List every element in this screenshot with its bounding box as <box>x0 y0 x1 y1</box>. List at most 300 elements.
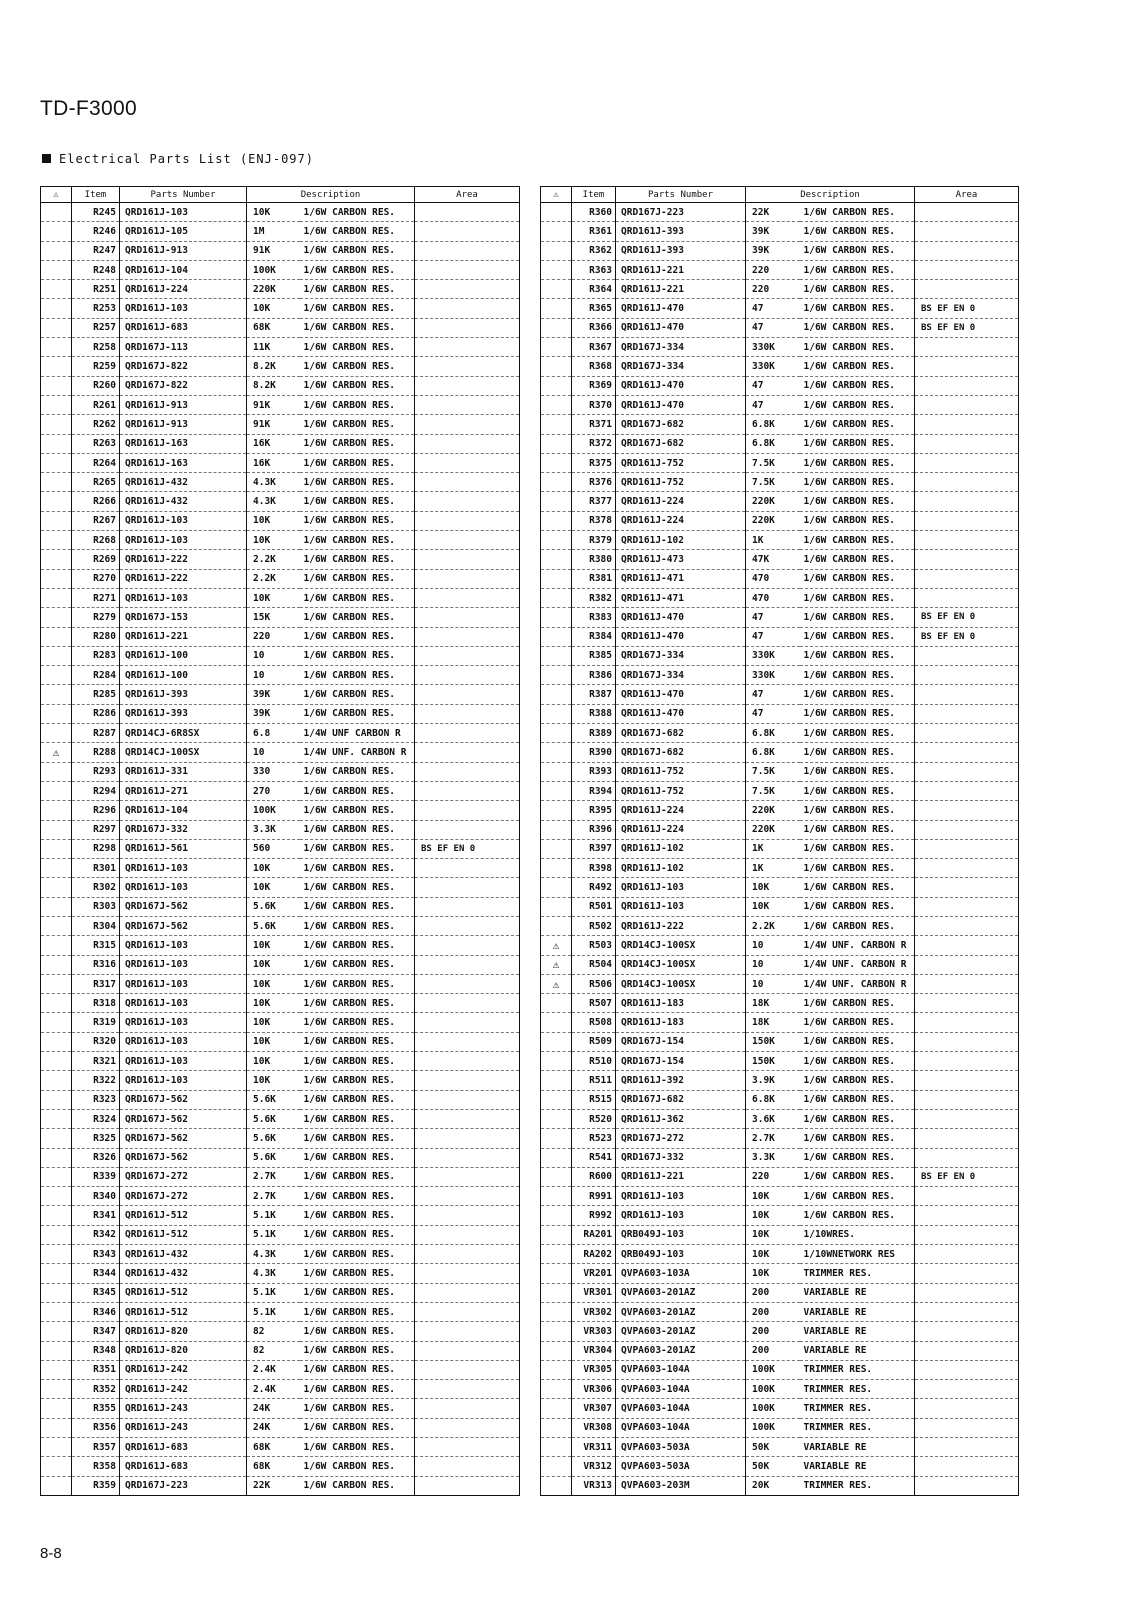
description-cell: 1/6W CARBON RES. <box>300 839 415 858</box>
value-cell: 220 <box>746 280 800 299</box>
description-cell: 1/6W CARBON RES. <box>300 1187 415 1206</box>
item-cell: R390 <box>572 743 616 762</box>
description-cell: 1/6W CARBON RES. <box>800 1167 915 1186</box>
part-number-cell: QRD161J-103 <box>616 897 746 916</box>
item-cell: VR313 <box>572 1476 616 1495</box>
area-cell <box>415 1013 520 1032</box>
value-cell: 5.6K <box>247 1148 300 1167</box>
area-cell <box>415 280 520 299</box>
caution-mark <box>41 1206 72 1225</box>
part-number-cell: QVPA603-503A <box>616 1457 746 1476</box>
table-row <box>41 1109 520 1128</box>
table-row <box>541 743 1019 762</box>
area-cell <box>415 627 520 646</box>
description-cell: 1/6W CARBON RES. <box>300 1418 415 1437</box>
description-cell: 1/6W CARBON RES. <box>800 801 915 820</box>
caution-mark <box>41 839 72 858</box>
table-row <box>41 666 520 685</box>
description-cell: 1/6W CARBON RES. <box>300 241 415 260</box>
caution-mark <box>541 1418 572 1437</box>
part-number-cell: QRD161J-163 <box>120 434 247 453</box>
value-cell: 50K <box>746 1457 800 1476</box>
area-cell <box>915 936 1019 955</box>
item-cell: RA202 <box>572 1245 616 1264</box>
caution-mark <box>541 724 572 743</box>
bullet-square-icon <box>42 154 51 163</box>
part-number-cell: QRD161J-820 <box>120 1322 247 1341</box>
item-cell: R510 <box>572 1052 616 1071</box>
item-cell: R992 <box>572 1206 616 1225</box>
table-row <box>41 1129 520 1148</box>
caution-mark <box>41 666 72 685</box>
caution-mark <box>541 473 572 492</box>
item-cell: R271 <box>72 588 120 607</box>
caution-mark <box>41 762 72 781</box>
part-number-cell: QRD161J-221 <box>120 627 247 646</box>
item-cell: R371 <box>572 415 616 434</box>
part-number-cell: QRD167J-562 <box>120 1148 247 1167</box>
value-cell: 330 <box>247 762 300 781</box>
area-cell <box>915 666 1019 685</box>
table-row <box>541 492 1019 511</box>
caution-mark <box>41 492 72 511</box>
item-cell: R376 <box>572 473 616 492</box>
part-number-cell: QRD161J-752 <box>616 781 746 800</box>
area-cell <box>415 916 520 935</box>
value-cell: 39K <box>247 704 300 723</box>
item-cell: R502 <box>572 916 616 935</box>
description-cell: 1/6W CARBON RES. <box>800 434 915 453</box>
part-number-cell: QRD161J-102 <box>616 839 746 858</box>
area-cell <box>415 685 520 704</box>
part-number-cell: QRD167J-562 <box>120 1129 247 1148</box>
table-row <box>41 376 520 395</box>
description-cell: 1/6W CARBON RES. <box>300 1032 415 1051</box>
value-cell: 1M <box>247 222 300 241</box>
caution-mark <box>41 1032 72 1051</box>
table-row <box>541 1457 1019 1476</box>
description-cell: 1/6W CARBON RES. <box>300 608 415 627</box>
value-cell: 16K <box>247 453 300 472</box>
item-cell: R386 <box>572 666 616 685</box>
area-cell <box>915 1264 1019 1283</box>
value-cell: 220K <box>746 801 800 820</box>
table-row <box>41 1187 520 1206</box>
area-cell <box>415 395 520 414</box>
value-cell: 220K <box>247 280 300 299</box>
caution-mark <box>541 916 572 935</box>
description-cell: 1/6W CARBON RES. <box>300 762 415 781</box>
table-row <box>541 550 1019 569</box>
table-row <box>541 646 1019 665</box>
item-cell: R304 <box>72 916 120 935</box>
value-cell: 1K <box>746 839 800 858</box>
caution-mark <box>41 376 72 395</box>
part-number-cell: QRD167J-332 <box>616 1148 746 1167</box>
part-number-cell: QVPA603-104A <box>616 1399 746 1418</box>
value-cell: 5.6K <box>247 1109 300 1128</box>
table-row <box>41 1013 520 1032</box>
description-cell: 1/6W CARBON RES. <box>800 473 915 492</box>
table-row <box>41 550 520 569</box>
item-cell: R284 <box>72 666 120 685</box>
area-cell: BS EF EN 0 <box>915 318 1019 337</box>
item-cell: R362 <box>572 241 616 260</box>
area-cell <box>915 1206 1019 1225</box>
item-header: Item <box>572 187 616 203</box>
part-number-cell: QRD161J-103 <box>120 955 247 974</box>
value-cell: 18K <box>746 994 800 1013</box>
value-cell: 10K <box>247 974 300 993</box>
description-cell: 1/6W CARBON RES. <box>300 781 415 800</box>
table-row <box>541 666 1019 685</box>
value-cell: 10K <box>247 878 300 897</box>
description-cell: 1/6W CARBON RES. <box>800 492 915 511</box>
item-cell: R246 <box>72 222 120 241</box>
description-cell: 1/6W CARBON RES. <box>800 357 915 376</box>
part-number-cell: QRD161J-470 <box>616 627 746 646</box>
part-number-cell: QVPA603-201AZ <box>616 1283 746 1302</box>
description-cell: 1/6W CARBON RES. <box>300 916 415 935</box>
part-number-cell: QRD161J-102 <box>616 859 746 878</box>
item-cell: R320 <box>72 1032 120 1051</box>
caution-mark <box>541 1187 572 1206</box>
table-row <box>41 897 520 916</box>
part-number-cell: QRD161J-221 <box>616 280 746 299</box>
area-cell <box>415 1418 520 1437</box>
part-number-cell: QRD167J-334 <box>616 357 746 376</box>
table-row <box>541 1032 1019 1051</box>
part-number-cell: QRD14CJ-100SX <box>616 974 746 993</box>
description-cell: VARIABLE RE <box>800 1283 915 1302</box>
value-cell: 2.2K <box>247 550 300 569</box>
value-cell: 150K <box>746 1052 800 1071</box>
caution-mark <box>541 685 572 704</box>
item-cell: R343 <box>72 1245 120 1264</box>
item-cell: R323 <box>72 1090 120 1109</box>
area-cell <box>415 376 520 395</box>
section-heading-text: Electrical Parts List (ENJ-097) <box>59 152 314 166</box>
table-row <box>41 569 520 588</box>
value-cell: 10K <box>247 299 300 318</box>
caution-mark <box>541 415 572 434</box>
value-cell: 100K <box>746 1418 800 1437</box>
area-cell <box>915 1090 1019 1109</box>
area-cell <box>915 531 1019 550</box>
area-cell <box>915 897 1019 916</box>
item-cell: R348 <box>72 1341 120 1360</box>
table-row <box>41 1264 520 1283</box>
item-cell: R379 <box>572 531 616 550</box>
caution-mark <box>541 1225 572 1244</box>
table-row <box>541 897 1019 916</box>
caution-mark <box>41 1457 72 1476</box>
table-row <box>41 1167 520 1186</box>
caution-mark <box>541 762 572 781</box>
area-cell <box>915 511 1019 530</box>
area-cell <box>915 994 1019 1013</box>
caution-mark <box>541 666 572 685</box>
caution-mark <box>41 1167 72 1186</box>
area-cell <box>915 1476 1019 1495</box>
table-row <box>41 357 520 376</box>
value-cell: 10K <box>746 1245 800 1264</box>
item-cell: R381 <box>572 569 616 588</box>
table-row <box>541 1476 1019 1495</box>
table-row <box>41 994 520 1013</box>
area-cell <box>415 1109 520 1128</box>
table-row <box>41 203 520 222</box>
item-cell: VR305 <box>572 1360 616 1379</box>
part-number-cell: QRD161J-512 <box>120 1225 247 1244</box>
description-cell: VARIABLE RE <box>800 1322 915 1341</box>
value-cell: 50K <box>746 1438 800 1457</box>
part-number-cell: QRD161J-103 <box>120 588 247 607</box>
area-cell <box>415 299 520 318</box>
item-cell: R600 <box>572 1167 616 1186</box>
table-row <box>541 473 1019 492</box>
part-number-cell: QRD161J-224 <box>616 820 746 839</box>
description-cell: 1/6W CARBON RES. <box>800 203 915 222</box>
table-header-row <box>541 187 1019 203</box>
description-cell: 1/6W CARBON RES. <box>800 743 915 762</box>
area-cell <box>415 646 520 665</box>
table-row <box>41 1148 520 1167</box>
caution-mark <box>41 550 72 569</box>
item-cell: R248 <box>72 260 120 279</box>
caution-mark <box>41 280 72 299</box>
value-cell: 10K <box>746 897 800 916</box>
value-cell: 24K <box>247 1399 300 1418</box>
item-cell: R260 <box>72 376 120 395</box>
value-cell: 22K <box>746 203 800 222</box>
value-cell: 82 <box>247 1341 300 1360</box>
table-row <box>541 724 1019 743</box>
area-cell <box>915 395 1019 414</box>
caution-mark <box>541 897 572 916</box>
value-cell: 1K <box>746 531 800 550</box>
value-cell: 5.6K <box>247 916 300 935</box>
value-cell: 2.7K <box>746 1129 800 1148</box>
item-cell: R380 <box>572 550 616 569</box>
value-cell: 5.6K <box>247 1129 300 1148</box>
part-number-cell: QVPA603-104A <box>616 1380 746 1399</box>
description-cell: 1/6W CARBON RES. <box>300 936 415 955</box>
caution-mark <box>41 781 72 800</box>
item-cell: R352 <box>72 1380 120 1399</box>
part-number-cell: QRD161J-512 <box>120 1206 247 1225</box>
part-number-cell: QRD161J-102 <box>616 531 746 550</box>
caution-mark <box>541 357 572 376</box>
caution-mark <box>541 338 572 357</box>
table-row <box>541 1167 1019 1186</box>
caution-mark <box>541 453 572 472</box>
value-cell: 10K <box>247 936 300 955</box>
description-cell: 1/4W UNF. CARBON R <box>800 936 915 955</box>
value-cell: 47 <box>746 685 800 704</box>
area-cell <box>915 859 1019 878</box>
parts-table-body-left <box>41 203 520 1496</box>
table-row <box>41 820 520 839</box>
caution-mark <box>41 1129 72 1148</box>
item-cell: R345 <box>72 1283 120 1302</box>
area-cell <box>915 1071 1019 1090</box>
table-row <box>41 878 520 897</box>
area-cell <box>415 801 520 820</box>
description-cell: 1/6W CARBON RES. <box>300 1476 415 1495</box>
area-cell <box>415 511 520 530</box>
part-number-cell: QRD161J-913 <box>120 395 247 414</box>
value-cell: 150K <box>746 1032 800 1051</box>
description-cell: 1/6W CARBON RES. <box>800 1187 915 1206</box>
part-number-cell: QRD161J-271 <box>120 781 247 800</box>
item-cell: R287 <box>72 724 120 743</box>
table-row <box>541 1129 1019 1148</box>
table-row <box>541 241 1019 260</box>
item-cell: R509 <box>572 1032 616 1051</box>
area-cell <box>415 1457 520 1476</box>
item-cell: R298 <box>72 839 120 858</box>
value-cell: 3.9K <box>746 1071 800 1090</box>
caution-mark <box>41 1399 72 1418</box>
area-cell <box>415 1206 520 1225</box>
value-cell: 24K <box>247 1418 300 1437</box>
caution-mark <box>541 531 572 550</box>
part-number-cell: QRD167J-682 <box>616 724 746 743</box>
description-cell: 1/6W CARBON RES. <box>300 395 415 414</box>
part-number-cell: QRD161J-683 <box>120 1457 247 1476</box>
caution-mark: ⚠ <box>541 955 572 974</box>
value-cell: 1K <box>746 859 800 878</box>
part-number-cell: QRD167J-334 <box>616 646 746 665</box>
area-cell <box>415 1148 520 1167</box>
value-cell: 470 <box>746 588 800 607</box>
item-cell: VR301 <box>572 1283 616 1302</box>
caution-mark <box>41 859 72 878</box>
area-cell <box>915 260 1019 279</box>
item-cell: R359 <box>72 1476 120 1495</box>
part-number-cell: QRD161J-222 <box>616 916 746 935</box>
item-cell: R259 <box>72 357 120 376</box>
description-cell: 1/6W CARBON RES. <box>300 222 415 241</box>
description-cell: 1/6W CARBON RES. <box>800 569 915 588</box>
part-number-cell: QRD161J-222 <box>120 569 247 588</box>
area-cell <box>415 1052 520 1071</box>
caution-mark <box>541 1206 572 1225</box>
caution-mark: ⚠ <box>41 743 72 762</box>
caution-mark <box>41 357 72 376</box>
item-cell: R267 <box>72 511 120 530</box>
parts-table-body-right <box>541 203 1019 1496</box>
description-cell: 1/6W CARBON RES. <box>300 415 415 434</box>
table-row <box>541 1148 1019 1167</box>
description-cell: 1/6W CARBON RES. <box>800 511 915 530</box>
part-number-cell: QRD161J-512 <box>120 1302 247 1321</box>
table-row <box>541 859 1019 878</box>
area-cell: BS EF EN 0 <box>915 299 1019 318</box>
description-cell: 1/6W CARBON RES. <box>800 994 915 1013</box>
table-row <box>541 1245 1019 1264</box>
area-cell <box>915 376 1019 395</box>
value-cell: 18K <box>746 1013 800 1032</box>
item-cell: R279 <box>72 608 120 627</box>
value-cell: 6.8K <box>746 434 800 453</box>
table-row <box>541 299 1019 318</box>
area-cell <box>915 1302 1019 1321</box>
area-cell <box>415 569 520 588</box>
caution-mark <box>41 415 72 434</box>
part-number-cell: QVPA603-201AZ <box>616 1302 746 1321</box>
area-cell <box>915 878 1019 897</box>
caution-mark <box>541 1167 572 1186</box>
table-row <box>41 974 520 993</box>
part-number-cell: QRD161J-752 <box>616 453 746 472</box>
area-cell <box>915 1341 1019 1360</box>
item-cell: R382 <box>572 588 616 607</box>
value-cell: 10K <box>746 1187 800 1206</box>
part-number-cell: QRD161J-103 <box>120 1052 247 1071</box>
description-cell: 1/6W CARBON RES. <box>800 1071 915 1090</box>
item-cell: R372 <box>572 434 616 453</box>
item-cell: R316 <box>72 955 120 974</box>
description-cell: VARIABLE RE <box>800 1438 915 1457</box>
table-row <box>41 492 520 511</box>
value-cell: 220K <box>746 511 800 530</box>
item-cell: VR302 <box>572 1302 616 1321</box>
item-cell: R366 <box>572 318 616 337</box>
caution-mark <box>541 1283 572 1302</box>
part-number-cell: QRD161J-221 <box>616 1167 746 1186</box>
area-cell <box>415 1225 520 1244</box>
area-cell <box>415 781 520 800</box>
description-cell: 1/6W CARBON RES. <box>300 569 415 588</box>
area-cell <box>915 743 1019 762</box>
value-cell: 10K <box>247 1052 300 1071</box>
item-cell: R251 <box>72 280 120 299</box>
area-cell <box>415 550 520 569</box>
area-cell <box>915 1013 1019 1032</box>
item-cell: R365 <box>572 299 616 318</box>
table-row <box>541 531 1019 550</box>
item-cell: R294 <box>72 781 120 800</box>
item-cell: R387 <box>572 685 616 704</box>
part-number-cell: QRD161J-103 <box>616 1206 746 1225</box>
caution-mark <box>541 1322 572 1341</box>
description-cell: 1/6W CARBON RES. <box>300 588 415 607</box>
value-cell: 47 <box>746 376 800 395</box>
caution-mark <box>541 608 572 627</box>
description-cell: TRIMMER RES. <box>800 1476 915 1495</box>
value-cell: 6.8K <box>746 415 800 434</box>
description-cell: 1/6W CARBON RES. <box>800 395 915 414</box>
description-cell: 1/6W CARBON RES. <box>800 1129 915 1148</box>
part-number-cell: QRD167J-272 <box>616 1129 746 1148</box>
value-cell: 220 <box>247 627 300 646</box>
part-number-cell: QRD161J-752 <box>616 473 746 492</box>
area-cell <box>915 550 1019 569</box>
item-cell: R286 <box>72 704 120 723</box>
part-number-cell: QRD161J-163 <box>120 453 247 472</box>
item-cell: R361 <box>572 222 616 241</box>
area-cell <box>415 1245 520 1264</box>
caution-mark <box>41 1302 72 1321</box>
part-number-cell: QRB049J-103 <box>616 1245 746 1264</box>
part-number-cell: QRD161J-103 <box>120 1013 247 1032</box>
part-number-cell: QRD167J-223 <box>616 203 746 222</box>
caution-header: ⚠ <box>41 187 72 203</box>
area-cell <box>415 743 520 762</box>
item-cell: R367 <box>572 338 616 357</box>
